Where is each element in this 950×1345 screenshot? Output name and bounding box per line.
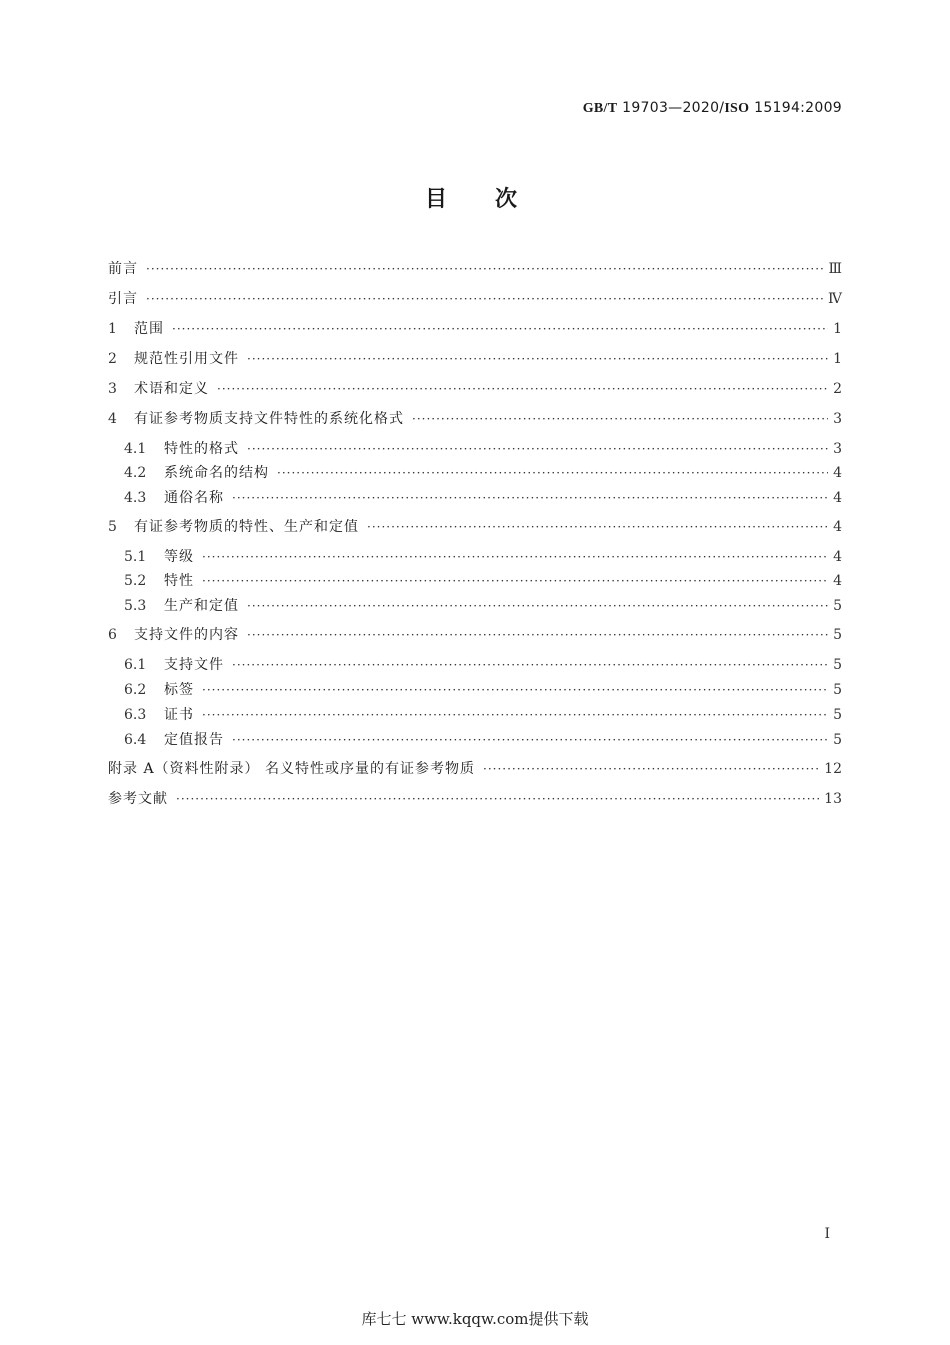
toc-entry-label: 证书 [164, 707, 194, 723]
toc-leader-dots [247, 628, 828, 642]
toc-entry-page: Ⅳ [828, 291, 842, 307]
toc-entry[interactable] [108, 595, 842, 617]
toc-entry[interactable] [108, 546, 842, 568]
toc-entry-number: 6.2 [124, 682, 147, 698]
toc-entry[interactable] [108, 570, 842, 592]
toc-entry-page: 12 [824, 761, 842, 777]
toc-entry-page: 1 [833, 351, 842, 367]
toc-entry[interactable] [108, 729, 842, 751]
toc-entry-page: 1 [833, 321, 842, 337]
toc-entry[interactable] [108, 408, 842, 430]
standard-number: 19703—2020/ [622, 100, 725, 116]
toc-entry-label: 有证参考物质支持文件特性的系统化格式 [134, 411, 404, 427]
toc-entry-number: 5 [108, 519, 117, 535]
toc-leader-dots [202, 683, 828, 697]
toc-leader-dots [277, 466, 828, 480]
toc-entry-label: 特性的格式 [164, 441, 239, 457]
toc-entry-label: 附录 A（资料性附录） 名义特性或序量的有证参考物质 [108, 761, 476, 777]
standard-code [583, 100, 842, 117]
toc-entry-number: 6.4 [124, 732, 147, 748]
toc-entry[interactable] [108, 758, 842, 780]
toc-entry-label: 系统命名的结构 [164, 465, 269, 481]
toc-leader-dots [483, 762, 820, 776]
toc-entry[interactable] [108, 348, 842, 370]
toc-entry-label: 参考文献 [108, 791, 168, 807]
toc-entry-number: 4.3 [124, 490, 147, 506]
toc-entry-number: 4.1 [124, 441, 147, 457]
toc-leader-dots [232, 658, 828, 672]
toc-entry-page: 5 [833, 732, 842, 748]
toc-entry-number: 5.2 [124, 573, 147, 589]
toc-entry[interactable] [108, 624, 842, 646]
toc-entry-number: 1 [108, 321, 117, 337]
toc-entry-number: 3 [108, 381, 117, 397]
toc-leader-dots [202, 550, 828, 564]
toc-leader-dots [172, 322, 828, 336]
toc-entry-page: 5 [833, 682, 842, 698]
toc-entry-page: 5 [833, 598, 842, 614]
toc-entry[interactable] [108, 378, 842, 400]
toc-entry-label: 引言 [108, 291, 138, 307]
toc-entry[interactable] [108, 288, 842, 310]
standard-prefix: GB/T [582, 101, 618, 116]
toc-leader-dots [367, 520, 828, 534]
toc-entry-page: 4 [833, 490, 842, 506]
toc-entry-label: 特性 [164, 573, 194, 589]
toc-entry-page: 4 [833, 465, 842, 481]
toc-entry-page: 5 [833, 707, 842, 723]
toc-leader-dots [146, 262, 824, 276]
toc-entry-page: Ⅲ [828, 261, 842, 277]
toc-entry[interactable] [108, 704, 842, 726]
toc-entry-label: 前言 [108, 261, 138, 277]
toc-entry-label: 范围 [134, 321, 164, 337]
toc-entry-number: 5.3 [124, 598, 147, 614]
toc-entry-number: 6 [108, 627, 117, 643]
toc-entry-page: 5 [833, 627, 842, 643]
toc-entry-number: 4 [108, 411, 117, 427]
iso-number: 15194:2009 [754, 100, 842, 116]
toc-entry[interactable] [108, 462, 842, 484]
toc-leader-dots [232, 491, 828, 505]
toc-leader-dots [217, 382, 828, 396]
toc-leader-dots [202, 708, 828, 722]
iso-prefix: ISO [724, 101, 750, 116]
toc-entry-page: 5 [833, 657, 842, 673]
toc-entry-label: 支持文件 [164, 657, 224, 673]
toc-entry[interactable] [108, 487, 842, 509]
toc-entry[interactable] [108, 258, 842, 280]
toc-entry[interactable] [108, 318, 842, 340]
toc-entry-label: 生产和定值 [164, 598, 239, 614]
toc-entry-label: 定值报告 [164, 732, 224, 748]
toc-leader-dots [146, 292, 824, 306]
toc-entry-page: 4 [833, 519, 842, 535]
toc-entry-label: 通俗名称 [164, 490, 224, 506]
toc-entry[interactable] [108, 516, 842, 538]
toc-entry-page: 4 [833, 549, 842, 565]
toc-leader-dots [412, 412, 828, 426]
toc-entry[interactable] [108, 438, 842, 460]
toc-entry-label: 支持文件的内容 [134, 627, 239, 643]
toc-entry-page: 13 [824, 791, 842, 807]
page-title: 目次 [424, 187, 565, 212]
toc-entry[interactable] [108, 654, 842, 676]
toc-entry-label: 规范性引用文件 [134, 351, 239, 367]
toc-leader-dots [176, 792, 820, 806]
toc-leader-dots [202, 574, 828, 588]
toc-entry-number: 6.3 [124, 707, 147, 723]
toc-leader-dots [247, 599, 828, 613]
toc-entry-page: 2 [833, 381, 842, 397]
toc-entry-number: 6.1 [124, 657, 147, 673]
toc-entry-page: 3 [833, 441, 842, 457]
toc-entry-label: 有证参考物质的特性、生产和定值 [134, 519, 359, 535]
toc-entry-number: 2 [108, 351, 117, 367]
toc-entry-label: 标签 [164, 682, 194, 698]
toc-entry-label: 术语和定义 [134, 381, 209, 397]
toc-leader-dots [247, 352, 828, 366]
toc-leader-dots [247, 442, 828, 456]
toc-entry[interactable] [108, 679, 842, 701]
toc-entry-number: 5.1 [124, 549, 147, 565]
page-number: Ⅰ [824, 1226, 830, 1242]
toc-entry[interactable] [108, 788, 842, 810]
toc-leader-dots [232, 733, 828, 747]
toc-entry-number: 4.2 [124, 465, 147, 481]
toc-entry-page: 3 [833, 411, 842, 427]
toc-entry-label: 等级 [164, 549, 194, 565]
watermark-text: 库七七 www.kqqw.com提供下载 [361, 1310, 589, 1328]
toc-entry-page: 4 [833, 573, 842, 589]
